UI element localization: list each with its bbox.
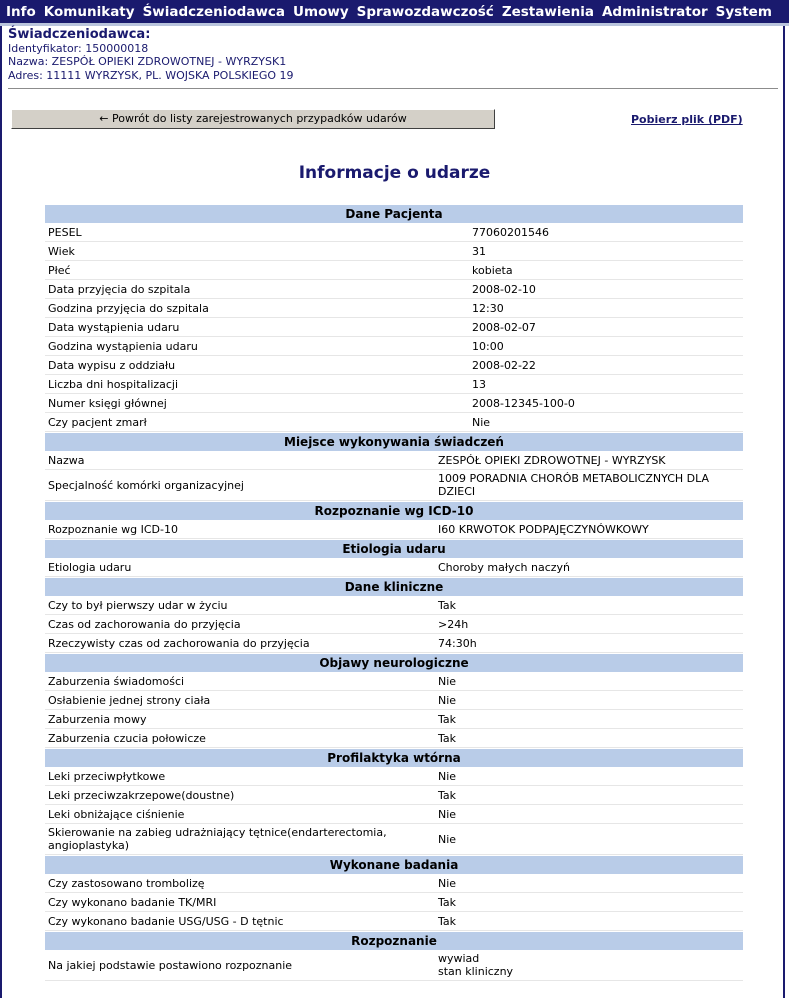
- row-value: Nie: [438, 674, 457, 688]
- row-label: Czy pacjent zmarł: [48, 415, 147, 429]
- table-row: [45, 375, 743, 394]
- row-label: Czy zastosowano trombolizę: [48, 876, 205, 890]
- row-label: PESEL: [48, 225, 82, 239]
- provider-title: Świadczeniodawca:: [8, 27, 151, 42]
- table-row: [45, 805, 743, 824]
- row-value: 2008-02-10: [472, 282, 536, 296]
- row-label: Data przyjęcia do szpitala: [48, 282, 191, 296]
- row-label: Leki przeciwzakrzepowe(doustne): [48, 788, 235, 802]
- section-header: Objawy neurologiczne: [45, 654, 743, 672]
- row-label: Wiek: [48, 244, 75, 258]
- row-value: Nie: [438, 693, 457, 707]
- table-row: [45, 261, 743, 280]
- row-value: Tak: [438, 895, 457, 909]
- row-value: Tak: [438, 788, 457, 802]
- row-label: Osłabienie jednej strony ciała: [48, 693, 211, 707]
- table-row: [45, 874, 743, 893]
- row-value: 13: [472, 377, 486, 391]
- row-label: Specjalność komórki organizacyjnej: [48, 478, 244, 492]
- table-row: [45, 786, 743, 805]
- table-row: [45, 356, 743, 375]
- row-value: 10:00: [472, 339, 504, 353]
- section-header: Profilaktyka wtórna: [45, 749, 743, 767]
- row-label: Czy to był pierwszy udar w życiu: [48, 598, 228, 612]
- table-row: [45, 767, 743, 786]
- row-value: Nie: [438, 807, 457, 821]
- row-value: 12:30: [472, 301, 504, 315]
- row-label: Liczba dni hospitalizacji: [48, 377, 179, 391]
- row-label: Godzina przyjęcia do szpitala: [48, 301, 209, 315]
- table-row: [45, 520, 743, 539]
- menu-system[interactable]: System: [715, 3, 772, 20]
- section-header: Dane Pacjenta: [45, 205, 743, 223]
- main-menu-bar: [0, 0, 789, 26]
- row-value: 2008-12345-100-0: [472, 396, 575, 410]
- row-label: Zaburzenia świadomości: [48, 674, 185, 688]
- row-label: Godzina wystąpienia udaru: [48, 339, 198, 353]
- menu-swiadczeniodawca[interactable]: Świadczeniodawca: [142, 3, 286, 20]
- row-label: Data wystąpienia udaru: [48, 320, 180, 334]
- table-row: [45, 912, 743, 931]
- row-label: Płeć: [48, 263, 71, 277]
- row-label: Zaburzenia mowy: [48, 712, 147, 726]
- row-value: 31: [472, 244, 486, 258]
- row-value: Tak: [438, 598, 457, 612]
- section-header: Rozpoznanie: [45, 932, 743, 950]
- row-label: Czas od zachorowania do przyjęcia: [48, 617, 241, 631]
- table-row: [45, 413, 743, 432]
- row-label: Rozpoznanie wg ICD-10: [48, 522, 178, 536]
- menu-info[interactable]: Info: [6, 3, 36, 20]
- table-row: [45, 394, 743, 413]
- row-label: Zaburzenia czucia połowicze: [48, 731, 206, 745]
- table-row: [45, 615, 743, 634]
- row-value: 77060201546: [472, 225, 549, 239]
- menu-umowy[interactable]: Umowy: [293, 3, 349, 20]
- table-row: [45, 824, 743, 855]
- row-value: Tak: [438, 914, 457, 928]
- row-label: Etiologia udaru: [48, 560, 132, 574]
- menu-komunikaty[interactable]: Komunikaty: [43, 3, 135, 20]
- provider-info: [8, 28, 294, 82]
- table-row: [45, 672, 743, 691]
- table-row: [45, 691, 743, 710]
- stroke-info-table: [45, 204, 743, 981]
- row-value: Nie: [438, 876, 457, 890]
- provider-address: Adres: 11111 WYRZYSK, PL. WOJSKA POLSKIEGO 19: [8, 68, 294, 82]
- table-row: [45, 280, 743, 299]
- table-row: [45, 634, 743, 653]
- row-label: Leki przeciwpłytkowe: [48, 769, 166, 783]
- row-value: I60 KRWOTOK PODPAJĘCZYNÓWKOWY: [438, 522, 649, 536]
- table-row: [45, 729, 743, 748]
- row-value: 2008-02-22: [472, 358, 536, 372]
- table-row: [45, 337, 743, 356]
- row-value: 74:30h: [438, 636, 477, 650]
- page-title: Informacje o udarze: [298, 163, 491, 183]
- row-value: Nie: [438, 832, 457, 846]
- row-value: Tak: [438, 731, 457, 745]
- table-row: [45, 596, 743, 615]
- table-row: [45, 950, 743, 981]
- row-label: Leki obniżające ciśnienie: [48, 807, 185, 821]
- row-value: ZESPÓŁ OPIEKI ZDROWOTNEJ - WYRZYSK: [438, 453, 666, 467]
- table-row: [45, 299, 743, 318]
- row-label: Na jakiej podstawie postawiono rozpoznanie: [48, 958, 293, 972]
- back-to-list-button[interactable]: ← Powrót do listy zarejestrowanych przypadków udarów: [11, 109, 495, 129]
- section-header: Rozpoznanie wg ICD-10: [45, 502, 743, 520]
- row-label: Data wypisu z oddziału: [48, 358, 176, 372]
- row-value: >24h: [438, 617, 469, 631]
- provider-name: Nazwa: ZESPÓŁ OPIEKI ZDROWOTNEJ - WYRZYSK1: [8, 55, 287, 68]
- table-row: [45, 893, 743, 912]
- table-row: [45, 223, 743, 242]
- table-row: [45, 558, 743, 577]
- row-label: Skierowanie na zabieg udrażniający tętnice(endarterectomia, angioplastyka): [48, 826, 387, 852]
- row-value: Nie: [472, 415, 491, 429]
- table-row: [45, 470, 743, 501]
- table-row: [45, 710, 743, 729]
- menu-zestawienia[interactable]: Zestawienia: [501, 3, 594, 20]
- row-value: 2008-02-07: [472, 320, 536, 334]
- section-header: Etiologia udaru: [45, 540, 743, 558]
- row-value: kobieta: [472, 263, 513, 277]
- row-label: Czy wykonano badanie TK/MRI: [48, 895, 217, 909]
- row-label: Numer księgi głównej: [48, 396, 167, 410]
- menu-sprawozdawczosc[interactable]: Sprawozdawczość: [356, 3, 494, 20]
- table-row: [45, 242, 743, 261]
- provider-id: Identyfikator: 150000018: [8, 41, 149, 55]
- row-value: 1009 PORADNIA CHORÓB METABOLICZNYCH DLA DZIECI: [438, 472, 710, 498]
- row-label: Rzeczywisty czas od zachorowania do przyjęcia: [48, 636, 310, 650]
- download-pdf-link[interactable]: Pobierz plik (PDF): [631, 113, 743, 126]
- menu-administrator[interactable]: Administrator: [601, 3, 708, 20]
- divider: [8, 88, 778, 89]
- row-label: Czy wykonano badanie USG/USG - D tętnic: [48, 914, 284, 928]
- section-header: Dane kliniczne: [45, 578, 743, 596]
- row-label: Nazwa: [48, 453, 85, 467]
- row-value: wywiad stan kliniczny: [438, 952, 514, 978]
- section-header: Wykonane badania: [45, 856, 743, 874]
- table-row: [45, 451, 743, 470]
- row-value: Tak: [438, 712, 457, 726]
- row-value: Nie: [438, 769, 457, 783]
- table-row: [45, 318, 743, 337]
- section-header: Miejsce wykonywania świadczeń: [45, 433, 743, 451]
- row-value: Choroby małych naczyń: [438, 560, 571, 574]
